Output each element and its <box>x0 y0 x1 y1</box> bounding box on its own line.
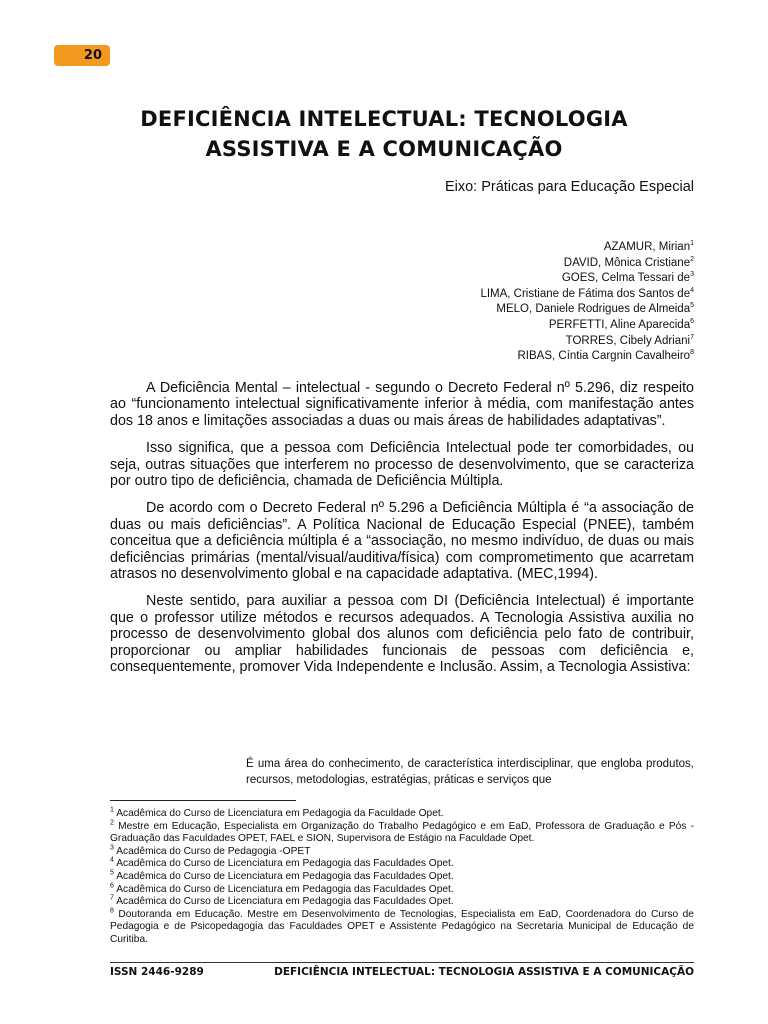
footnote-item: $^6$ Acadêmica do Curso de Licenciatura em Pedagogia das Faculdades Opet. <box>110 882 454 895</box>
footnote-divider <box>110 800 296 801</box>
footer-issn: ISSN 2446-9289 <box>110 966 204 978</box>
footnote-item: $^7$ Acadêmica do Curso de Licenciatura em Pedagogia das Faculdades Opet. <box>110 894 454 908</box>
title-line-1: DEFICIÊNCIA INTELECTUAL: TECNOLOGIA <box>140 107 628 131</box>
footnote-item: $^1$ Acadêmica do Curso de Licenciatura em Pedagogia da Faculdade Opet. <box>110 806 444 819</box>
page-number-badge: 20 <box>54 45 110 66</box>
article-title <box>100 104 668 164</box>
author-item: MELO, Daniele Rodrigues de Almeida$^5$ <box>496 302 694 316</box>
author-item: RIBAS, Cíntia Cargnin Cavalheiro$^8$ <box>517 349 694 363</box>
body-paragraph: Neste sentido, para auxiliar a pessoa com DI (Deficiência Intelectual) é importante que o professor utilize métodos e recursos adequados. A Tecnologia Assistiva auxilia no processo de desenvolvimento global dos alunos com deficiência pelo fato de contribuir, proporcionar ou ampliar habilidades funcionais de pessoas com deficiência e, consequentemente, promover Vida Independente e Inclusão. Assim, a Tecnologia Assistiva: <box>110 593 694 676</box>
author-item: DAVID, Mônica Cristiane$^2$ <box>563 255 694 269</box>
footnotes <box>110 808 694 947</box>
author-item: GOES, Celma Tessari $de^3$ <box>561 271 694 285</box>
page-footer <box>110 966 694 978</box>
article-axis: Eixo: Práticas para Educação Especial <box>444 179 694 195</box>
author-item: LIMA, Cristiane de Fátima dos Santos $de^4$ <box>480 286 694 300</box>
article-body <box>110 380 694 687</box>
author-item: PERFETTI, Aline Aparecida$^6$ <box>548 318 694 331</box>
author-item: TORRES, Cibely Adriani$^7$ <box>565 333 694 347</box>
footnote-item: $^8$ Doutoranda em Educação. Mestre em Desenvolvimento de Tecnologias, Especialista em EaD, Coordenadora do Curso de Pedagogia e de Psicopedagogia das Faculdades OPET e Assistente Pedagógico na Secretaria Municipal de Educação de Curitiba. <box>110 907 694 945</box>
footnote-item: $^3$ Acadêmica do Curso de Pedagogia -OPET <box>110 844 311 857</box>
footer-divider <box>110 962 694 963</box>
title-line-2: ASSISTIVA E A COMUNICAÇÃO <box>205 137 563 161</box>
body-paragraph: Isso significa, que a pessoa com Deficiência Intelectual pode ter comorbidades, ou seja, outras situações que interferem no processo de desenvolvimento, que se caracteriza por outro tipo de deficiência, chamada de Deficiência Múltipla. <box>110 440 694 490</box>
author-list <box>480 240 694 365</box>
body-paragraph: De acordo com o Decreto Federal nº 5.296 a Deficiência Múltipla é “a associação de duas ou mais deficiências”. A Política Nacional de Educação Especial (PNEE), também conceitua que a deficiência múltipla é a “associação, no mesmo indivíduo, de duas ou mais deficiências primárias (mental/visual/auditiva/física) com comprometimento que acarretam atrasos no desenvolvimento global e na capacidade adaptativa. (MEC,1994). <box>110 500 694 583</box>
footer-running-title: DEFICIÊNCIA INTELECTUAL: TECNOLOGIA ASSISTIVA E A COMUNICAÇÃO <box>274 966 694 978</box>
author-item: AZAMUR, Mirian$^1$ <box>603 240 694 253</box>
block-quote: É uma área do conhecimento, de característica interdisciplinar, que engloba produtos, recursos, metodologias, estratégias, práticas e serviços que <box>246 758 694 786</box>
footnote-item: $^4$ Acadêmica do Curso de Licenciatura em Pedagogia das Faculdades Opet. <box>110 856 454 870</box>
body-paragraph: A Deficiência Mental – intelectual - segundo o Decreto Federal nº 5.296, diz respeito ao “funcionamento intelectual significativamente inferior à média, com manifestação antes dos 18 anos e limitações associadas a duas ou mais áreas de habilidades adaptativas”. <box>110 380 694 429</box>
footnote-item: $^2$ Mestre em Educação, Especialista em Organização do Trabalho Pedagógico e em EaD, Professora de Graduação e Pós -Graduação das Faculdades OPET, FAEL e SION, Supervisora de Estágio na Faculdade Opet. <box>110 819 694 845</box>
footnote-item: $^5$ Acadêmica do Curso de Licenciatura em Pedagogia das Faculdades Opet. <box>110 869 454 882</box>
